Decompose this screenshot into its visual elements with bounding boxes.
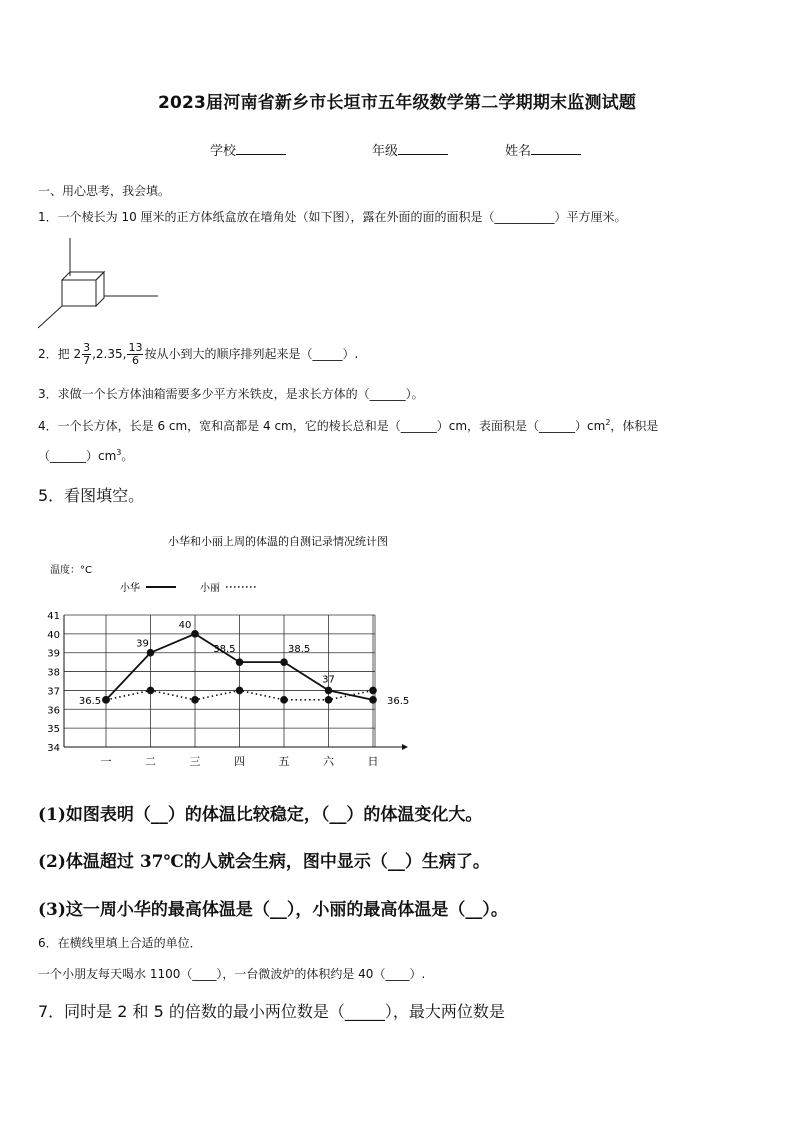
chart-ylabel: 温度：°C xyxy=(50,565,92,576)
question-6-text: 一个小朋友每天喝水 1100（____），一台微波炉的体积约是 40（____）. xyxy=(38,967,426,981)
series-point-xiaohua xyxy=(147,649,155,657)
grade-blank[interactable] xyxy=(398,142,448,155)
school-field xyxy=(210,140,286,159)
q4-sup-3: 3 xyxy=(116,448,122,457)
question-5-part-1: (1)如图表明（__）的体温比较稳定，（__）的体温变化大。 xyxy=(38,805,483,825)
series-point-xiaoli xyxy=(325,696,333,704)
legend-label-xiaohua: 小华 xyxy=(120,583,140,594)
section-heading: 一、用心思考，我会填。 xyxy=(38,184,171,198)
question-5-heading: 5．看图填空。 xyxy=(38,486,145,505)
series-point-xiaoli xyxy=(191,696,199,704)
y-tick-label: 38 xyxy=(47,667,60,679)
fraction-2 xyxy=(127,342,143,367)
school-blank[interactable] xyxy=(236,142,286,155)
school-label: 学校 xyxy=(210,144,237,159)
chart-title: 小华和小丽上周的体温的自测记录情况统计图 xyxy=(168,535,388,548)
series-point-xiaohua xyxy=(369,696,377,704)
series-point-xiaohua xyxy=(236,658,244,666)
question-3: 3．求做一个长方体油箱需要多少平方米铁皮，是求长方体的（______）。 xyxy=(38,387,424,401)
y-tick-label: 34 xyxy=(47,743,60,754)
y-tick-label: 37 xyxy=(47,686,60,698)
fraction-1-denominator: 7 xyxy=(83,354,91,367)
question-4-line-1 xyxy=(38,417,658,434)
temperature-line-chart xyxy=(30,525,420,775)
data-label-xiaohua: 36.5 xyxy=(387,695,410,707)
x-tick-label: 六 xyxy=(323,755,334,768)
question-7: 7．同时是 2 和 5 的倍数的最小两位数是（_____），最大两位数是 xyxy=(38,1002,505,1021)
y-tick-label: 35 xyxy=(47,724,60,736)
y-tick-label: 36 xyxy=(47,705,60,717)
chart-y-ticks xyxy=(47,611,60,754)
question-2 xyxy=(38,342,358,367)
data-label-xiaohua: 37 xyxy=(322,674,335,686)
chart-series xyxy=(79,620,409,707)
y-tick-label: 39 xyxy=(47,648,60,660)
chart-axes xyxy=(64,615,408,750)
fraction-2-numerator: 13 xyxy=(128,341,143,354)
y-tick-label: 41 xyxy=(47,611,60,622)
x-tick-label: 一 xyxy=(100,755,112,768)
series-point-xiaohua xyxy=(191,630,199,638)
data-label-xiaohua: 40 xyxy=(178,619,192,631)
data-label-xiaohua: 38.5 xyxy=(288,644,311,656)
name-blank[interactable] xyxy=(531,142,581,155)
series-point-xiaoli xyxy=(147,687,155,695)
series-point-xiaohua xyxy=(280,658,288,666)
fraction-2-denominator: 6 xyxy=(131,354,139,367)
legend-label-xiaoli: 小丽 xyxy=(200,583,220,594)
fraction-1 xyxy=(82,342,91,367)
grade-field xyxy=(372,140,448,159)
x-tick-label: 日 xyxy=(367,755,379,768)
series-point-xiaoli xyxy=(280,696,288,704)
data-label-xiaohua: 39 xyxy=(136,638,149,650)
q4-sup-2: 2 xyxy=(605,418,611,427)
cube-corner-diagram xyxy=(36,236,162,331)
x-tick-label: 五 xyxy=(278,755,290,768)
question-5-part-2: (2)体温超过 37℃的人就会生病，图中显示（__）生病了。 xyxy=(38,852,490,872)
chart-x-ticks xyxy=(101,755,379,768)
q4-line1-text: 4．一个长方体，长是 6 cm，宽和高都是 4 cm，它的棱长总和是（______）cm，表面积是（______）cm xyxy=(38,419,606,433)
name-field xyxy=(505,140,581,159)
page-title: 2023届河南省新乡市长垣市五年级数学第二学期期末监测试题 xyxy=(157,93,637,113)
grade-label: 年级 xyxy=(372,144,399,159)
x-tick-label: 四 xyxy=(234,755,245,768)
question-6-heading: 6．在横线里填上合适的单位． xyxy=(38,936,202,950)
q4-line2-text: （______）cm xyxy=(38,449,117,463)
chart-legend xyxy=(120,581,256,594)
series-point-xiaohua xyxy=(102,696,110,704)
q4-line1-tail: ，体积是 xyxy=(610,419,659,433)
series-point-xiaohua xyxy=(325,687,333,695)
q2-suffix: 按从小到大的顺序排列起来是（_____）. xyxy=(144,347,359,361)
question-5-part-3: (3)这一周小华的最高体温是（__），小丽的最高体温是（__）。 xyxy=(38,900,508,920)
x-axis-arrow xyxy=(402,744,408,750)
data-label-xiaohua: 38.5 xyxy=(213,644,236,656)
q2-prefix: 2．把 2 xyxy=(38,347,82,361)
y-tick-label: 40 xyxy=(47,629,60,641)
fraction-1-numerator: 3 xyxy=(83,341,91,354)
question-1: 1．一个棱长为 10 厘米的正方体纸盒放在墙角处（如下图），露在外面的面的面积是（__________）平方厘米。 xyxy=(38,210,627,224)
series-point-xiaoli xyxy=(236,687,244,695)
x-tick-label: 二 xyxy=(145,755,156,768)
data-label-xiaohua: 36.5 xyxy=(78,695,102,707)
series-point-xiaoli xyxy=(369,687,377,695)
name-label: 姓名 xyxy=(505,144,532,159)
x-tick-label: 三 xyxy=(189,755,201,768)
question-4-line-2 xyxy=(38,447,133,464)
q4-line2-tail: 。 xyxy=(121,449,134,463)
q2-middle: ,2.35, xyxy=(92,347,127,361)
